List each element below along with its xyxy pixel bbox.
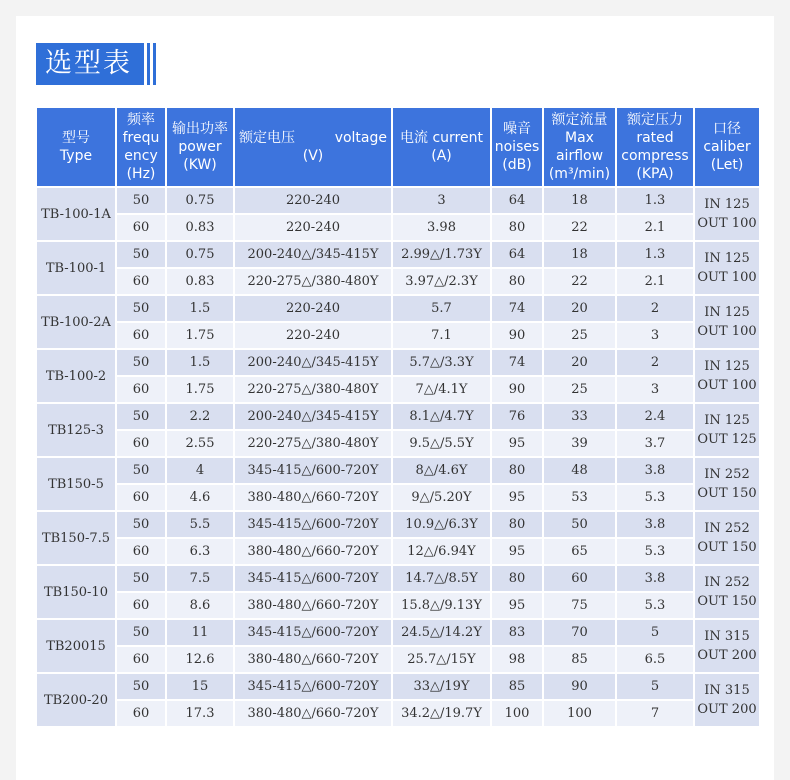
cell-frequency: 50	[117, 458, 165, 483]
cell-power: 5.5	[167, 512, 233, 537]
cell-airflow: 25	[544, 377, 615, 402]
cell-power: 1.5	[167, 350, 233, 375]
cell-airflow: 18	[544, 188, 615, 213]
cell-airflow: 22	[544, 269, 615, 294]
cell-caliber	[695, 566, 759, 618]
caliber-in: IN 252	[704, 521, 750, 536]
cell-voltage: 220-240	[235, 296, 391, 321]
caliber-in: IN 125	[704, 197, 750, 212]
cell-pressure: 3.8	[617, 458, 693, 483]
cell-pressure: 3.7	[617, 431, 693, 456]
section-title	[36, 43, 156, 85]
cell-pressure: 5	[617, 620, 693, 645]
cell-model-type: TB150-5	[37, 458, 115, 510]
cell-voltage: 345-415△/600-720Y	[235, 620, 391, 645]
caliber-in: IN 125	[704, 305, 750, 320]
cell-power: 6.3	[167, 539, 233, 564]
table-row	[37, 269, 759, 294]
table-row	[37, 593, 759, 618]
cell-voltage: 345-415△/600-720Y	[235, 674, 391, 699]
cell-frequency: 50	[117, 512, 165, 537]
cell-pressure: 7	[617, 701, 693, 726]
cell-caliber	[695, 512, 759, 564]
cell-frequency: 50	[117, 404, 165, 429]
cell-noise: 100	[492, 701, 542, 726]
cell-model-type: TB125-3	[37, 404, 115, 456]
cell-voltage: 200-240△/345-415Y	[235, 404, 391, 429]
table-row	[37, 701, 759, 726]
cell-noise: 85	[492, 674, 542, 699]
cell-model-type: TB20015	[37, 620, 115, 672]
cell-power: 7.5	[167, 566, 233, 591]
cell-voltage: 220-275△/380-480Y	[235, 431, 391, 456]
cell-model-type: TB-100-2A	[37, 296, 115, 348]
cell-power: 1.75	[167, 377, 233, 402]
cell-power: 15	[167, 674, 233, 699]
caliber-in: IN 252	[704, 467, 750, 482]
cell-voltage: 380-480△/660-720Y	[235, 593, 391, 618]
caliber-out: OUT 150	[697, 540, 757, 555]
caliber-out: OUT 150	[697, 594, 757, 609]
cell-power: 0.83	[167, 269, 233, 294]
cell-current: 2.99△/1.73Y	[393, 242, 490, 267]
cell-power: 1.75	[167, 323, 233, 348]
cell-current: 25.7△/15Y	[393, 647, 490, 672]
caliber-out: OUT 200	[697, 702, 757, 717]
cell-voltage: 380-480△/660-720Y	[235, 701, 391, 726]
header-airflow: 额定流量 Max airflow (m³/min)	[544, 108, 615, 186]
header-pressure: 额定压力 rated compress (KPA)	[617, 108, 693, 186]
cell-airflow: 85	[544, 647, 615, 672]
cell-current: 33△/19Y	[393, 674, 490, 699]
cell-voltage: 200-240△/345-415Y	[235, 242, 391, 267]
cell-caliber	[695, 620, 759, 672]
cell-current: 5.7△/3.3Y	[393, 350, 490, 375]
cell-current: 8.1△/4.7Y	[393, 404, 490, 429]
cell-airflow: 70	[544, 620, 615, 645]
cell-pressure: 2	[617, 350, 693, 375]
cell-power: 4	[167, 458, 233, 483]
cell-frequency: 60	[117, 539, 165, 564]
cell-voltage: 380-480△/660-720Y	[235, 539, 391, 564]
cell-noise: 80	[492, 215, 542, 240]
cell-current: 10.9△/6.3Y	[393, 512, 490, 537]
cell-voltage: 220-240	[235, 323, 391, 348]
table-row	[37, 539, 759, 564]
table-row	[37, 458, 759, 483]
cell-voltage: 345-415△/600-720Y	[235, 512, 391, 537]
cell-pressure: 1.3	[617, 242, 693, 267]
table-row	[37, 323, 759, 348]
cell-airflow: 75	[544, 593, 615, 618]
cell-current: 8△/4.6Y	[393, 458, 490, 483]
cell-current: 9△/5.20Y	[393, 485, 490, 510]
cell-pressure: 2.1	[617, 269, 693, 294]
cell-noise: 83	[492, 620, 542, 645]
table-row	[37, 647, 759, 672]
cell-frequency: 50	[117, 188, 165, 213]
cell-airflow: 90	[544, 674, 615, 699]
caliber-out: OUT 150	[697, 486, 757, 501]
cell-airflow: 53	[544, 485, 615, 510]
cell-pressure: 5.3	[617, 593, 693, 618]
table-row	[37, 215, 759, 240]
table-header-row	[37, 108, 759, 186]
cell-airflow: 48	[544, 458, 615, 483]
cell-current: 3.97△/2.3Y	[393, 269, 490, 294]
cell-airflow: 25	[544, 323, 615, 348]
cell-power: 12.6	[167, 647, 233, 672]
caliber-in: IN 315	[704, 629, 750, 644]
cell-model-type: TB-100-2	[37, 350, 115, 402]
cell-airflow: 50	[544, 512, 615, 537]
cell-power: 1.5	[167, 296, 233, 321]
cell-pressure: 5.3	[617, 485, 693, 510]
cell-pressure: 2.4	[617, 404, 693, 429]
header-noise: 噪音 noises (dB)	[492, 108, 542, 186]
cell-frequency: 60	[117, 377, 165, 402]
cell-noise: 95	[492, 593, 542, 618]
cell-frequency: 50	[117, 242, 165, 267]
cell-current: 15.8△/9.13Y	[393, 593, 490, 618]
cell-noise: 95	[492, 485, 542, 510]
caliber-in: IN 125	[704, 251, 750, 266]
table-row	[37, 296, 759, 321]
cell-noise: 98	[492, 647, 542, 672]
caliber-in: IN 315	[704, 683, 750, 698]
cell-airflow: 22	[544, 215, 615, 240]
cell-power: 4.6	[167, 485, 233, 510]
table-row	[37, 512, 759, 537]
table-row	[37, 674, 759, 699]
cell-airflow: 65	[544, 539, 615, 564]
cell-voltage: 345-415△/600-720Y	[235, 566, 391, 591]
caliber-out: OUT 100	[697, 378, 757, 393]
cell-caliber	[695, 242, 759, 294]
section-title-text: 选型表	[36, 43, 144, 85]
cell-noise: 80	[492, 458, 542, 483]
table-row	[37, 350, 759, 375]
cell-frequency: 60	[117, 701, 165, 726]
cell-frequency: 50	[117, 620, 165, 645]
cell-caliber	[695, 458, 759, 510]
cell-airflow: 20	[544, 296, 615, 321]
caliber-out: OUT 200	[697, 648, 757, 663]
title-accent-bar	[153, 43, 156, 85]
cell-current: 3.98	[393, 215, 490, 240]
caliber-in: IN 125	[704, 413, 750, 428]
cell-model-type: TB-100-1A	[37, 188, 115, 240]
cell-noise: 76	[492, 404, 542, 429]
cell-caliber	[695, 296, 759, 348]
cell-airflow: 33	[544, 404, 615, 429]
caliber-in: IN 125	[704, 359, 750, 374]
cell-airflow: 18	[544, 242, 615, 267]
cell-pressure: 5.3	[617, 539, 693, 564]
cell-frequency: 50	[117, 674, 165, 699]
cell-noise: 64	[492, 188, 542, 213]
caliber-out: OUT 100	[697, 216, 757, 231]
header-caliber: 口径 caliber (Let)	[695, 108, 759, 186]
cell-frequency: 50	[117, 296, 165, 321]
table-row	[37, 377, 759, 402]
title-accent-bar	[147, 43, 150, 85]
cell-frequency: 60	[117, 593, 165, 618]
table-row	[37, 431, 759, 456]
cell-frequency: 60	[117, 485, 165, 510]
cell-pressure: 1.3	[617, 188, 693, 213]
cell-pressure: 2.1	[617, 215, 693, 240]
cell-noise: 80	[492, 512, 542, 537]
cell-voltage: 220-240	[235, 215, 391, 240]
cell-pressure: 3.8	[617, 512, 693, 537]
header-voltage: 额定电压 voltage (V)	[235, 108, 391, 186]
cell-airflow: 39	[544, 431, 615, 456]
cell-voltage: 380-480△/660-720Y	[235, 647, 391, 672]
cell-pressure: 6.5	[617, 647, 693, 672]
caliber-in: IN 252	[704, 575, 750, 590]
cell-noise: 74	[492, 350, 542, 375]
cell-current: 5.7	[393, 296, 490, 321]
header-current: 电流 current (A)	[393, 108, 490, 186]
cell-frequency: 60	[117, 215, 165, 240]
table-row	[37, 404, 759, 429]
cell-pressure: 3	[617, 323, 693, 348]
caliber-out: OUT 125	[697, 432, 757, 447]
cell-current: 12△/6.94Y	[393, 539, 490, 564]
cell-frequency: 60	[117, 323, 165, 348]
cell-model-type: TB200-20	[37, 674, 115, 726]
cell-model-type: TB150-7.5	[37, 512, 115, 564]
cell-power: 0.75	[167, 188, 233, 213]
cell-noise: 74	[492, 296, 542, 321]
cell-caliber	[695, 350, 759, 402]
cell-caliber	[695, 404, 759, 456]
cell-pressure: 3.8	[617, 566, 693, 591]
cell-voltage: 380-480△/660-720Y	[235, 485, 391, 510]
cell-power: 0.83	[167, 215, 233, 240]
cell-caliber	[695, 188, 759, 240]
header-power: 输出功率 power (KW)	[167, 108, 233, 186]
cell-current: 34.2△/19.7Y	[393, 701, 490, 726]
table-row	[37, 188, 759, 213]
cell-noise: 90	[492, 377, 542, 402]
cell-power: 11	[167, 620, 233, 645]
cell-frequency: 50	[117, 350, 165, 375]
cell-voltage: 220-240	[235, 188, 391, 213]
cell-voltage: 200-240△/345-415Y	[235, 350, 391, 375]
cell-airflow: 60	[544, 566, 615, 591]
table-row	[37, 566, 759, 591]
cell-voltage: 220-275△/380-480Y	[235, 377, 391, 402]
cell-noise: 95	[492, 539, 542, 564]
table-body	[37, 188, 759, 726]
cell-current: 7△/4.1Y	[393, 377, 490, 402]
header-frequency: 频率 frequ ency (Hz)	[117, 108, 165, 186]
header-model: 型号 Type	[37, 108, 115, 186]
cell-airflow: 100	[544, 701, 615, 726]
cell-frequency: 60	[117, 269, 165, 294]
cell-pressure: 3	[617, 377, 693, 402]
table-row	[37, 242, 759, 267]
cell-power: 2.2	[167, 404, 233, 429]
cell-current: 24.5△/14.2Y	[393, 620, 490, 645]
selection-table	[35, 106, 761, 728]
cell-power: 8.6	[167, 593, 233, 618]
cell-current: 9.5△/5.5Y	[393, 431, 490, 456]
cell-noise: 95	[492, 431, 542, 456]
cell-airflow: 20	[544, 350, 615, 375]
cell-frequency: 60	[117, 647, 165, 672]
cell-voltage: 220-275△/380-480Y	[235, 269, 391, 294]
cell-pressure: 2	[617, 296, 693, 321]
caliber-out: OUT 100	[697, 270, 757, 285]
cell-power: 2.55	[167, 431, 233, 456]
cell-model-type: TB150-10	[37, 566, 115, 618]
caliber-out: OUT 100	[697, 324, 757, 339]
cell-frequency: 50	[117, 566, 165, 591]
cell-power: 17.3	[167, 701, 233, 726]
cell-voltage: 345-415△/600-720Y	[235, 458, 391, 483]
cell-current: 14.7△/8.5Y	[393, 566, 490, 591]
cell-noise: 80	[492, 566, 542, 591]
cell-pressure: 5	[617, 674, 693, 699]
cell-noise: 80	[492, 269, 542, 294]
cell-current: 7.1	[393, 323, 490, 348]
table-row	[37, 485, 759, 510]
cell-caliber	[695, 674, 759, 726]
cell-power: 0.75	[167, 242, 233, 267]
cell-model-type: TB-100-1	[37, 242, 115, 294]
table-row	[37, 620, 759, 645]
cell-noise: 90	[492, 323, 542, 348]
cell-current: 3	[393, 188, 490, 213]
cell-noise: 64	[492, 242, 542, 267]
cell-frequency: 60	[117, 431, 165, 456]
